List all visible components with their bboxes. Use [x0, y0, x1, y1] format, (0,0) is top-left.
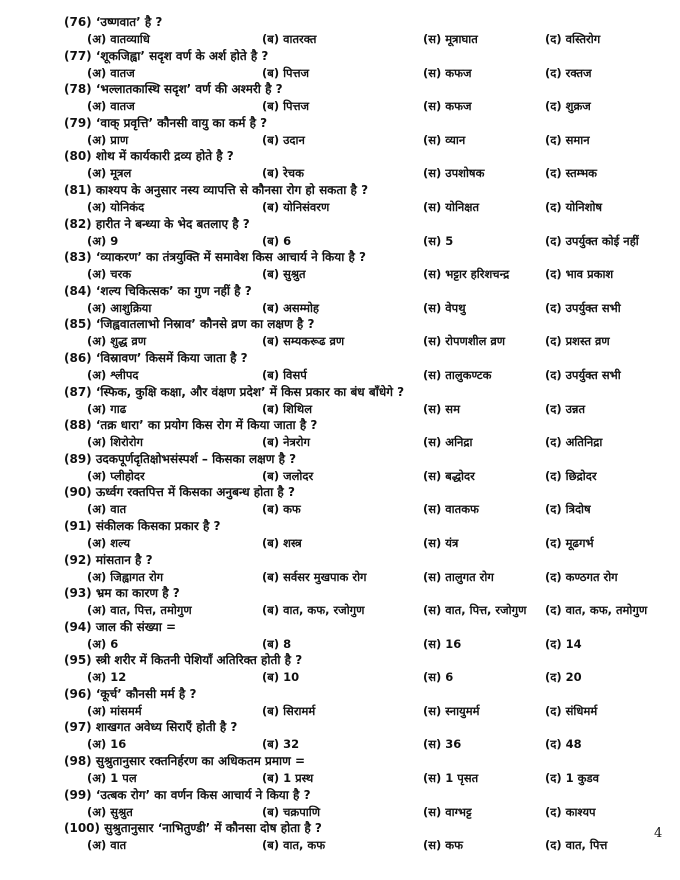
- question-item: [0, 518, 680, 552]
- option-a: (अ) आशुक्रिया: [87, 300, 152, 315]
- question-text: (82) हारीत ने बन्ध्या के भेद बतलाए है ?: [64, 216, 250, 231]
- options-row: [0, 636, 680, 652]
- option-d: (द) शुक्रज: [545, 99, 591, 114]
- option-b: (ब) सर्वसर मुखपाक रोग: [262, 569, 367, 584]
- option-d: (द) कण्ठगत रोग: [545, 569, 618, 584]
- options-row: [0, 300, 680, 316]
- option-c: (स) कफ: [423, 838, 463, 853]
- question-item: [0, 484, 680, 518]
- question-text: (94) जाल की संख्या =: [64, 619, 177, 634]
- question-item: [0, 686, 680, 720]
- question-text: (79) ‘वाक् प्रवृत्ति’ कौनसी वायु का कर्म है ?: [64, 115, 268, 130]
- option-c: (स) वेपथु: [423, 300, 466, 315]
- question-text: (78) ‘भल्लातकास्थि सदृश’ वर्ण की अश्मरी है ?: [64, 82, 283, 97]
- options-row: [0, 333, 680, 349]
- question-item: [0, 652, 680, 686]
- option-d: (द) उन्नत: [545, 401, 586, 416]
- option-a: (अ) 12: [87, 670, 127, 685]
- question-text: (95) स्त्री शरीर में कितनी पेशियाँ अतिरिक्त होती है ?: [64, 653, 303, 668]
- options-row: [0, 468, 680, 484]
- option-d: (द) स्तम्भक: [545, 166, 598, 181]
- option-c: (स) कफज: [423, 65, 472, 80]
- option-c: (स) बद्धोदर: [423, 468, 475, 483]
- option-a: (अ) योनिकंद: [87, 199, 145, 214]
- options-row: [0, 233, 680, 249]
- question-text: (100) सुश्रुतानुसार ‘नाभितुण्डी’ में कौनसा दोष होता है ?: [64, 821, 322, 836]
- option-d: (द) योनिशोष: [545, 199, 603, 214]
- option-c: (स) भट्टार हरिशचन्द्र: [423, 267, 510, 282]
- options-row: [0, 770, 680, 786]
- option-c: (स) वाग्भट्ट: [423, 804, 472, 819]
- option-a: (अ) वातज: [87, 65, 135, 80]
- option-c: (स) यंत्र: [423, 535, 459, 550]
- option-a: (अ) गाढ: [87, 401, 127, 416]
- option-c: (स) अनिद्रा: [423, 435, 473, 450]
- option-a: (अ) वातज: [87, 99, 135, 114]
- question-text: (98) सुश्रुतानुसार रक्तनिर्हरण का अधिकतम प्रमाण =: [64, 754, 306, 769]
- option-a: (अ) वात, पित्त, तमोगुण: [87, 603, 192, 618]
- question-text: (90) ऊर्ध्वग रक्तपित्त में किसका अनुबन्ध होता है ?: [64, 485, 295, 500]
- option-d: (द) उपर्युक्त सभी: [545, 367, 621, 382]
- option-b: (ब) 6: [262, 233, 292, 248]
- option-b: (ब) असम्मोह: [262, 300, 320, 315]
- option-a: (अ) वात: [87, 838, 127, 853]
- option-d: (द) 14: [545, 636, 582, 651]
- question-item: [0, 14, 680, 48]
- option-d: (द) अतिनिद्रा: [545, 435, 603, 450]
- option-c: (स) 5: [423, 233, 454, 248]
- option-b: (ब) वातरक्त: [262, 32, 317, 46]
- question-item: [0, 48, 680, 82]
- option-d: (द) भाव प्रकाश: [545, 267, 614, 282]
- question-item: [0, 115, 680, 149]
- options-row: [0, 132, 680, 148]
- option-b: (ब) शिथिल: [262, 401, 313, 416]
- page-number: 4: [654, 826, 663, 841]
- option-d: (द) वात, पित्त: [545, 838, 608, 853]
- option-a: (अ) मूत्रल: [87, 166, 132, 181]
- option-b: (ब) चक्रपाणि: [262, 804, 321, 819]
- option-a: (अ) जिह्वागत रोग: [87, 569, 164, 584]
- option-d: (द) काश्यप: [545, 804, 596, 819]
- option-d: (द) संधिमर्म: [545, 703, 598, 718]
- options-row: [0, 434, 680, 450]
- option-c: (स) 6: [423, 670, 454, 685]
- option-d: (द) उपर्युक्त कोई नहीं: [545, 233, 639, 248]
- question-text: (84) ‘शल्य चिकित्सक’ का गुण नहीं है ?: [64, 283, 252, 298]
- option-b: (ब) कफ: [262, 502, 301, 517]
- option-b: (ब) पित्तज: [262, 99, 310, 114]
- option-c: (स) 1 पृसत: [423, 771, 479, 786]
- option-a: (अ) प्लीहोदर: [87, 468, 145, 483]
- option-c: (स) व्यान: [423, 132, 466, 147]
- options-row: [0, 199, 680, 215]
- option-d: (द) 48: [545, 737, 582, 752]
- question-text: (93) भ्रम का कारण है ?: [64, 586, 180, 601]
- question-item: [0, 81, 680, 115]
- option-b: (ब) 8: [262, 636, 292, 651]
- option-a: (अ) चरक: [87, 267, 132, 282]
- option-d: (द) मूढगर्भ: [545, 535, 594, 550]
- option-c: (स) रोपणशील व्रण: [423, 334, 506, 349]
- question-item: [0, 451, 680, 485]
- option-c: (स) 36: [423, 737, 462, 752]
- option-c: (स) वात, पित्त, रजोगुण: [423, 603, 527, 618]
- option-a: (अ) 9: [87, 233, 119, 248]
- option-a: (अ) श्लीपद: [87, 367, 139, 382]
- option-d: (द) रक्तज: [545, 65, 592, 80]
- question-item: [0, 719, 680, 753]
- option-b: (ब) विसर्प: [262, 367, 307, 382]
- option-d: (द) वस्तिरोग: [545, 32, 601, 46]
- question-text: (88) ‘तक्र धारा’ का प्रयोग किस रोग में किया जाता है ?: [64, 418, 318, 433]
- question-item: [0, 148, 680, 182]
- option-b: (ब) शस्त्र: [262, 535, 302, 550]
- question-item: [0, 820, 680, 854]
- question-text: (87) ‘स्फिक, कुक्षि कक्षा, और वंक्षण प्रदेश’ में किस प्रकार का बंध बाँधेगे ?: [64, 384, 405, 399]
- option-a: (अ) मांसमर्म: [87, 703, 142, 718]
- option-b: (ब) सिरामर्म: [262, 703, 316, 718]
- option-c: (स) वातकफ: [423, 502, 479, 517]
- options-row: [0, 165, 680, 181]
- question-text: (86) ‘विस्रावण’ किसमें किया जाता है ?: [64, 350, 248, 365]
- option-c: (स) कफज: [423, 99, 472, 114]
- option-c: (स) 16: [423, 636, 462, 651]
- option-a: (अ) शल्य: [87, 535, 131, 550]
- option-a: (अ) वात: [87, 502, 127, 517]
- option-d: (द) त्रिदोष: [545, 502, 591, 517]
- options-row: [0, 535, 680, 551]
- option-a: (अ) शुद्ध व्रण: [87, 334, 147, 349]
- option-b: (ब) सुश्रुत: [262, 267, 306, 282]
- option-a: (अ) 1 पल: [87, 771, 137, 786]
- options-row: [0, 669, 680, 685]
- option-c: (स) तालुगत रोग: [423, 569, 494, 584]
- option-c: (स) तालुकण्टक: [423, 367, 492, 382]
- options-row: [0, 266, 680, 282]
- option-b: (ब) पित्तज: [262, 65, 310, 80]
- question-item: [0, 182, 680, 216]
- options-row: [0, 501, 680, 517]
- question-item: [0, 787, 680, 821]
- option-a: (अ) 6: [87, 636, 119, 651]
- option-b: (ब) 1 प्रस्थ: [262, 771, 314, 786]
- option-b: (ब) 10: [262, 670, 300, 685]
- option-b: (ब) योनिसंवरण: [262, 199, 330, 214]
- option-d: (द) 1 कुडव: [545, 771, 600, 786]
- question-item: [0, 249, 680, 283]
- option-c: (स) सम: [423, 401, 460, 416]
- question-sheet: [0, 14, 680, 854]
- options-row: [0, 602, 680, 618]
- option-b: (ब) 32: [262, 737, 300, 752]
- option-c: (स) उपशोषक: [423, 166, 485, 181]
- question-text: (99) ‘उत्बक रोग’ का वर्णन किस आचार्य ने किया है ?: [64, 787, 311, 802]
- question-item: [0, 384, 680, 418]
- option-b: (ब) वात, कफ, रजोगुण: [262, 603, 365, 618]
- option-b: (ब) नेत्ररोग: [262, 435, 310, 450]
- question-text: (80) शोथ में कार्यकारी द्रव्य होते है ?: [64, 149, 234, 164]
- question-item: [0, 350, 680, 384]
- option-d: (द) छिद्रोदर: [545, 468, 597, 483]
- option-d: (द) समान: [545, 132, 590, 147]
- option-b: (ब) वात, कफ: [262, 838, 326, 853]
- question-item: [0, 753, 680, 787]
- options-row: [0, 367, 680, 383]
- option-b: (ब) जलोदर: [262, 468, 314, 483]
- option-c: (स) योनिक्षत: [423, 199, 480, 214]
- question-text: (83) ‘व्याकरण’ का तंत्रयुक्ति में समावेश किस आचार्य ने किया है ?: [64, 250, 367, 265]
- question-text: (85) ‘जिह्ववातलाभो निस्राव’ कौनसे व्रण का लक्षण है ?: [64, 317, 315, 332]
- options-row: [0, 569, 680, 585]
- option-d: (द) 20: [545, 670, 582, 685]
- option-b: (ब) उदान: [262, 132, 305, 147]
- question-text: (81) काश्यप के अनुसार नस्य व्यापत्ति से कौनसा रोग हो सकता है ?: [64, 182, 369, 197]
- options-row: [0, 804, 680, 820]
- option-a: (अ) प्राण: [87, 132, 129, 147]
- options-row: [0, 837, 680, 853]
- question-item: [0, 216, 680, 250]
- options-row: [0, 65, 680, 81]
- options-row: [0, 736, 680, 752]
- question-item: [0, 585, 680, 619]
- option-b: (ब) सम्यकरूढ व्रण: [262, 334, 345, 349]
- option-a: (अ) वातव्याधि: [87, 32, 150, 46]
- question-item: [0, 283, 680, 317]
- options-row: [0, 703, 680, 719]
- option-c: (स) स्नायुमर्म: [423, 703, 480, 718]
- question-text: (77) ‘शूकजिह्वा’ सदृश वर्ण के अर्श होते है ?: [64, 48, 269, 63]
- question-text: (92) मांसतान है ?: [64, 552, 153, 567]
- option-b: (ब) रेचक: [262, 166, 304, 181]
- question-item: [0, 552, 680, 586]
- question-text: (97) शाखगत अवेध्य सिराएँ होती है ?: [64, 720, 238, 735]
- question-item: [0, 619, 680, 653]
- options-row: [0, 98, 680, 114]
- option-d: (द) उपर्युक्त सभी: [545, 300, 621, 315]
- question-text: (76) ‘उष्णवात’ है ?: [64, 15, 163, 29]
- question-text: (89) उदकपूर्णदृतिक्षोभसंस्पर्श – किसका लक्षण है ?: [64, 451, 297, 466]
- options-row: [0, 31, 680, 47]
- options-row: [0, 401, 680, 417]
- question-item: [0, 316, 680, 350]
- option-a: (अ) 16: [87, 737, 127, 752]
- option-d: (द) प्रशस्त व्रण: [545, 334, 610, 349]
- question-text: (96) ‘कूर्च’ कौनसी मर्म है ?: [64, 686, 197, 701]
- option-a: (अ) सुश्रुत: [87, 804, 133, 819]
- question-text: (91) संकीलक किसका प्रकार है ?: [64, 518, 221, 533]
- option-c: (स) मूत्राघात: [423, 32, 478, 46]
- option-a: (अ) शिरोरोग: [87, 435, 143, 450]
- option-d: (द) वात, कफ, तमोगुण: [545, 603, 648, 618]
- question-item: [0, 417, 680, 451]
